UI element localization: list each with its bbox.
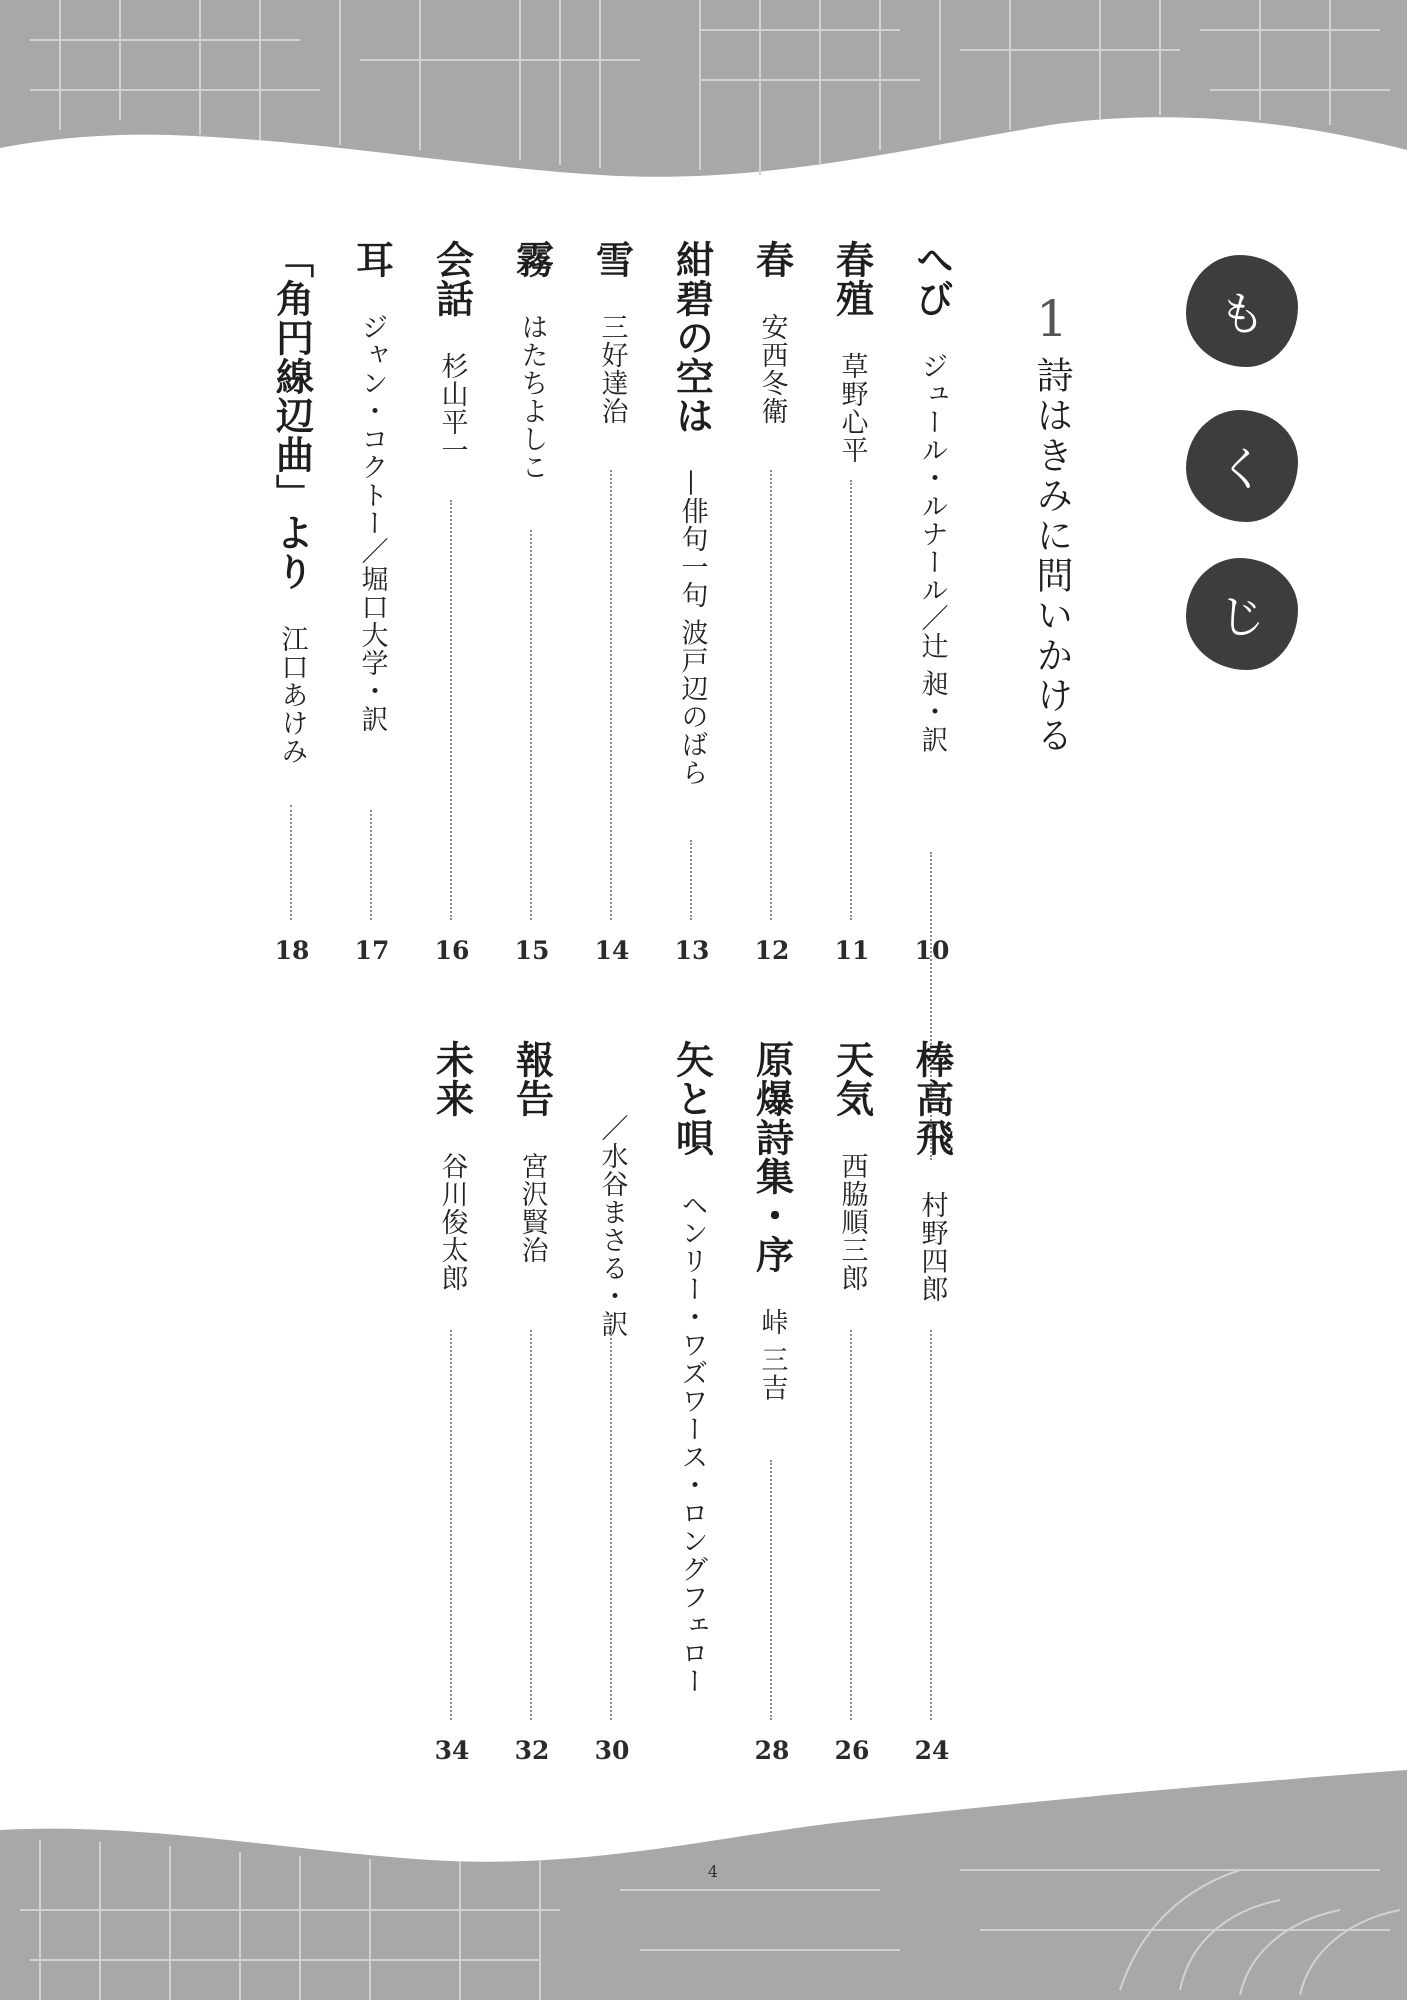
dot-leader bbox=[850, 480, 852, 920]
entry-page-number: 28 bbox=[754, 1736, 790, 1765]
entry-title: 雪 bbox=[589, 240, 634, 279]
entry-page-number: 12 bbox=[754, 936, 790, 965]
entry-page-number: 16 bbox=[434, 936, 470, 965]
entry-author: 杉山平一 bbox=[436, 352, 468, 464]
entry-author: 谷川俊太郎 bbox=[436, 1152, 468, 1292]
entry-page-number: 17 bbox=[354, 936, 390, 965]
entry-author: 宮沢賢治 bbox=[516, 1152, 548, 1264]
entry-title: 未来 bbox=[429, 1040, 474, 1118]
dot-leader bbox=[370, 810, 372, 920]
dot-leader bbox=[530, 530, 532, 920]
entry-title: 報告 bbox=[509, 1040, 554, 1118]
entry-author: ／水谷まさる・訳 bbox=[596, 1114, 628, 1338]
entry-title: 会話 bbox=[429, 240, 474, 318]
dot-leader bbox=[610, 470, 612, 920]
entry-page-number: 10 bbox=[914, 936, 950, 965]
entry-title: 天気 bbox=[829, 1040, 874, 1118]
entry-author: 江口あけみ bbox=[276, 625, 308, 765]
entry-author: ヘンリー・ワズワース・ロングフェロー bbox=[676, 1191, 708, 1695]
entry-page-number: 30 bbox=[594, 1736, 630, 1765]
entry-page-number: 24 bbox=[914, 1736, 950, 1765]
entry-author: 安西冬衛 bbox=[756, 313, 788, 425]
dot-leader bbox=[930, 1330, 932, 1720]
toc-badge-ku bbox=[1186, 410, 1298, 522]
toc-badge-ji-text: じ bbox=[1219, 590, 1265, 644]
dot-leader bbox=[290, 805, 292, 920]
dot-leader bbox=[450, 500, 452, 920]
toc-badge-ku-text: く bbox=[1219, 442, 1265, 496]
entry-title: へび bbox=[909, 240, 954, 318]
section-title: 詩はきみに問いかける bbox=[1030, 356, 1073, 756]
dot-leader bbox=[610, 1330, 612, 1720]
section-number: 1 bbox=[1036, 290, 1068, 348]
top-decorative-band bbox=[0, 0, 1407, 220]
entry-author: ジャン・コクトー／堀口大学・訳 bbox=[356, 313, 388, 733]
entry-author: —俳句一句 波戸辺のばら bbox=[676, 469, 708, 787]
entry-author: 草野心平 bbox=[836, 352, 868, 464]
page-folio: 4 bbox=[707, 1862, 719, 1881]
dot-leader bbox=[770, 470, 772, 920]
toc-badge-mo bbox=[1186, 255, 1298, 367]
dot-leader bbox=[770, 1460, 772, 1720]
entry-author: 三好達治 bbox=[596, 313, 628, 425]
entry-title: 紺碧の空は bbox=[669, 240, 714, 435]
entry-title: 原爆詩集・序 bbox=[749, 1040, 794, 1274]
entry-page-number: 34 bbox=[434, 1736, 470, 1765]
dot-leader bbox=[450, 1330, 452, 1720]
entry-author: 西脇順三郎 bbox=[836, 1152, 868, 1292]
entry-page-number: 18 bbox=[274, 936, 310, 965]
entry-author: ジュール・ルナール／辻 昶・訳 bbox=[916, 352, 948, 754]
dot-leader bbox=[690, 840, 692, 920]
entry-author: 村野四郎 bbox=[916, 1191, 948, 1303]
toc-badge-mo-text: も bbox=[1219, 287, 1265, 341]
entry-page-number: 26 bbox=[834, 1736, 870, 1765]
entry-page-number: 11 bbox=[834, 936, 870, 965]
entry-title: 春 bbox=[749, 240, 794, 279]
entry-title: 春殖 bbox=[829, 240, 874, 318]
entry-title: 矢と唄 bbox=[669, 1040, 714, 1157]
toc-badge-ji bbox=[1186, 558, 1298, 670]
entry-title: 霧 bbox=[509, 240, 554, 279]
entry-page-number: 14 bbox=[594, 936, 630, 965]
entry-title: 「角円線辺曲」より bbox=[269, 240, 314, 591]
dot-leader bbox=[850, 1330, 852, 1720]
entry-page-number: 15 bbox=[514, 936, 550, 965]
entry-author: 峠 三吉 bbox=[756, 1308, 788, 1402]
entry-title: 耳 bbox=[349, 240, 394, 279]
dot-leader bbox=[530, 1330, 532, 1720]
entry-author: はたちよしこ bbox=[516, 313, 548, 481]
entry-title: 棒高飛 bbox=[909, 1040, 954, 1157]
entry-page-number: 32 bbox=[514, 1736, 550, 1765]
entry-page-number: 13 bbox=[674, 936, 710, 965]
